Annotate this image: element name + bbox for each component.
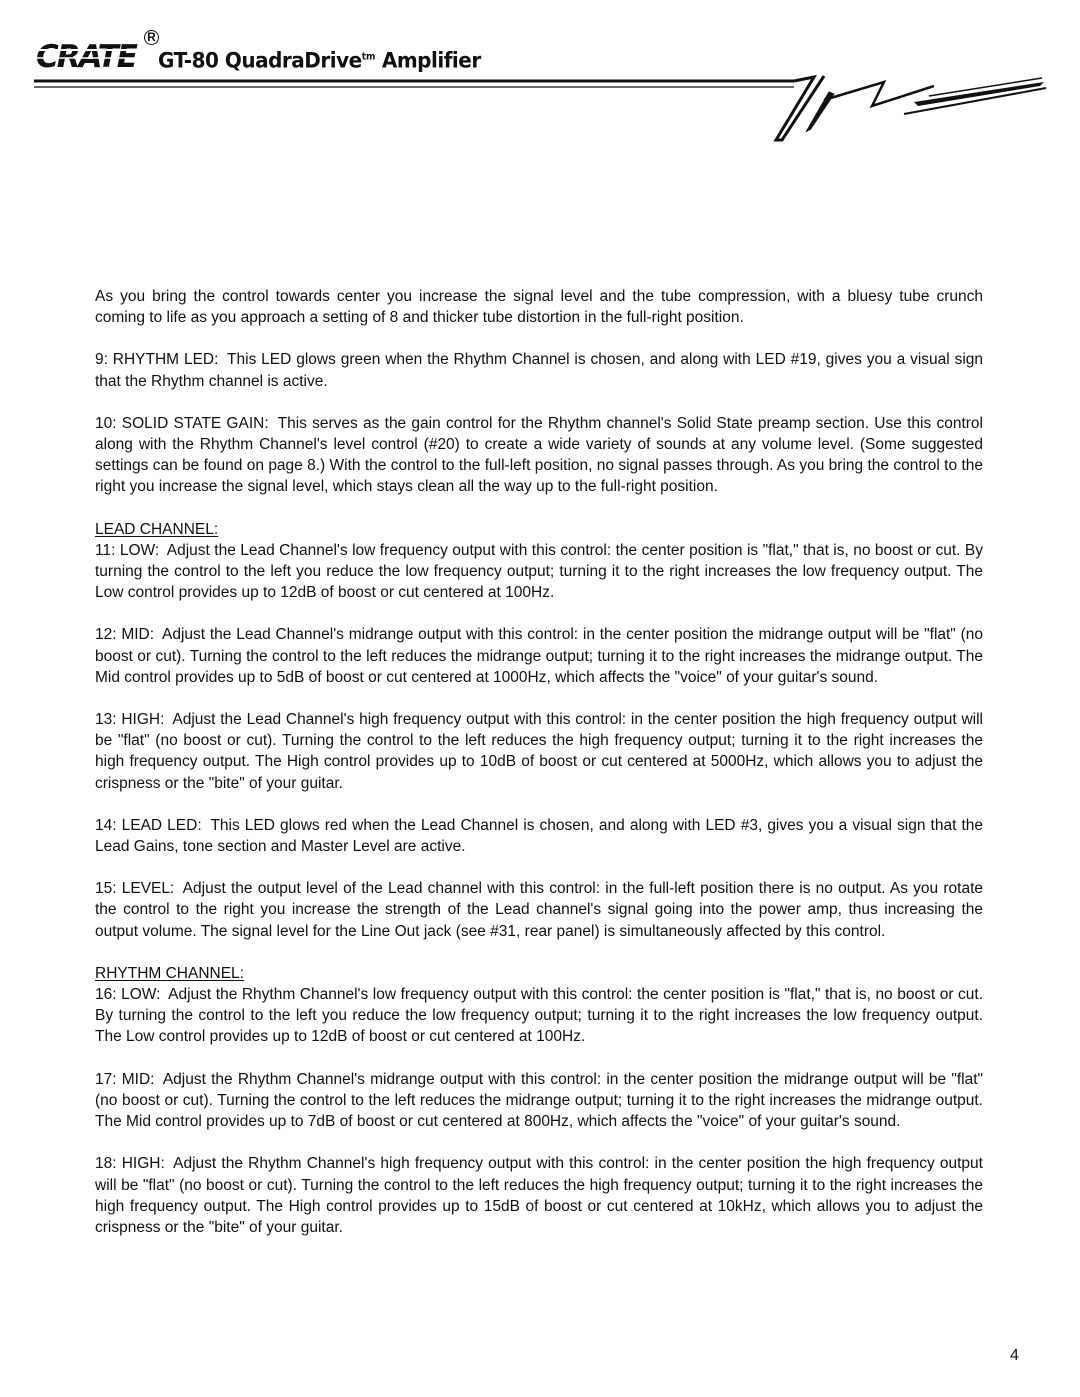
item-text: Adjust the Rhythm Channel's high frequency output with this control: in the center position the high frequency output will be "flat" (no boost or cut). Turning the control to the left reduces the high frequency output; turning it to the right increases the high frequency output. The High control provides up to 15dB of boost or cut centered at 10kHz, which allows you to adjust the crispness or the "bite" of your guitar. — [95, 1155, 983, 1236]
item-text: Adjust the Lead Channel's low frequency output with this control: the center position is "flat," that is, no boost or cut. By turning the control to the left you reduce the low frequency output; turning it to the right increases the low frequency output. The Low control provides up to 12dB of boost or cut centered at 100Hz. — [95, 541, 983, 602]
logo-text: CRATE — [36, 39, 136, 72]
item-text: This LED glows green when the Rhythm Channel is chosen, and along with LED #19, gives you a visual sign that the Rhythm channel is active. — [95, 351, 983, 390]
page-header — [34, 30, 1054, 150]
item-9-rhythm-led — [95, 349, 983, 391]
item-label: 10: SOLID STATE GAIN: — [95, 414, 269, 432]
item-label: 15: LEVEL: — [95, 880, 175, 898]
intro-paragraph: As you bring the control towards center you increase the signal level and the tube compression, with a bluesy tube crunch coming to life as you approach a setting of 8 and thicker tube distortion in the full-right position. — [95, 288, 983, 327]
item-text: Adjust the Lead Channel's midrange output with this control: in the center position the midrange output will be "flat" (no boost or cut). Turning the control to the left reduces the midrange output; turning it to the right increases the midrange output. The Mid control provides up to 5dB of boost or cut centered at 1000Hz, which affects the "voice" of your guitar's sound. — [95, 626, 984, 686]
item-10-solid-state-gain — [95, 413, 983, 498]
item-text: Adjust the Lead Channel's high frequency output with this control: in the center position the high frequency output will be "flat" (no boost or cut). Turning the control to the left reduces the high frequency output; turning it to the right increases the high frequency output. The High control provides up to 10dB of boost or cut centered at 5000Hz, which allows you to adjust the crispness or the "bite" of your guitar. — [95, 711, 983, 792]
header-rule-decoration — [34, 30, 1054, 150]
item-text: This serves as the gain control for the Rhythm channel's Solid State preamp section. Use this control along with the Rhythm Channel's level control (#20) to create a wide variety of sounds at any volume level. (Some suggested settings can be found on page 8.) With the control to the full-left position, no signal passes through. As you bring the control to the right you increase the signal level, which stays clean all the way up to the full-right position. — [95, 414, 983, 496]
item-label: 17: MID: — [95, 1070, 155, 1088]
rhythm-channel-heading: RHYTHM CHANNEL: — [95, 964, 244, 982]
registered-mark: R — [144, 30, 159, 45]
product-suffix: Amplifier — [375, 47, 481, 73]
lead-channel-heading: LEAD CHANNEL: — [95, 520, 219, 538]
page-number: 4 — [1010, 1347, 1019, 1364]
item-13-high — [95, 709, 983, 794]
item-12-mid — [95, 624, 983, 688]
item-17-mid — [95, 1069, 983, 1133]
item-text: Adjust the Rhythm Channel's midrange output with this control: in the center position the midrange output will be "flat" (no boost or cut). Turning the control to the left reduces the midrange output; turning it to the right increases the midrange output. The Mid control provides up to 7dB of boost or cut centered at 800Hz, which affects the "voice" of your guitar's sound. — [95, 1070, 983, 1131]
item-16-low — [95, 984, 983, 1048]
trademark-mark: tm — [361, 51, 376, 63]
item-15-level — [95, 878, 983, 942]
item-label: 18: HIGH: — [95, 1155, 165, 1173]
item-18-high — [95, 1153, 983, 1238]
manual-body — [95, 286, 983, 1238]
item-label: 16: LOW: — [95, 986, 161, 1004]
item-14-lead-led — [95, 815, 983, 857]
item-text: Adjust the Rhythm Channel's low frequency output with this control: the center position is "flat," that is, no boost or cut. By turning the control to the left you reduce the low frequency output; turning it to the right increases the low frequency output. The Low control provides up to 12dB of boost or cut centered at 100Hz. — [95, 986, 984, 1046]
item-label: 13: HIGH: — [95, 711, 165, 729]
item-label: 12: MID: — [95, 626, 155, 644]
item-label: 11: LOW: — [95, 541, 160, 559]
item-text: This LED glows red when the Lead Channel is chosen, and along with LED #3, gives you a visual sign that the Lead Gains, tone section and Master Level are active. — [95, 816, 983, 856]
item-11-low — [95, 540, 983, 604]
model-name: GT-80 QuadraDrive — [158, 47, 362, 73]
item-label: 14: LEAD LED: — [95, 816, 202, 834]
item-label: 9: RHYTHM LED: — [95, 351, 219, 369]
item-text: Adjust the output level of the Lead channel with this control: in the full-left position there is no output. As you rotate the control to the right you increase the strength of the Lead channel's signal going into the power amp, thus increasing the output volume. The signal level for the Line Out jack (see #31, rear panel) is simultaneously affected by this control. — [95, 880, 983, 940]
